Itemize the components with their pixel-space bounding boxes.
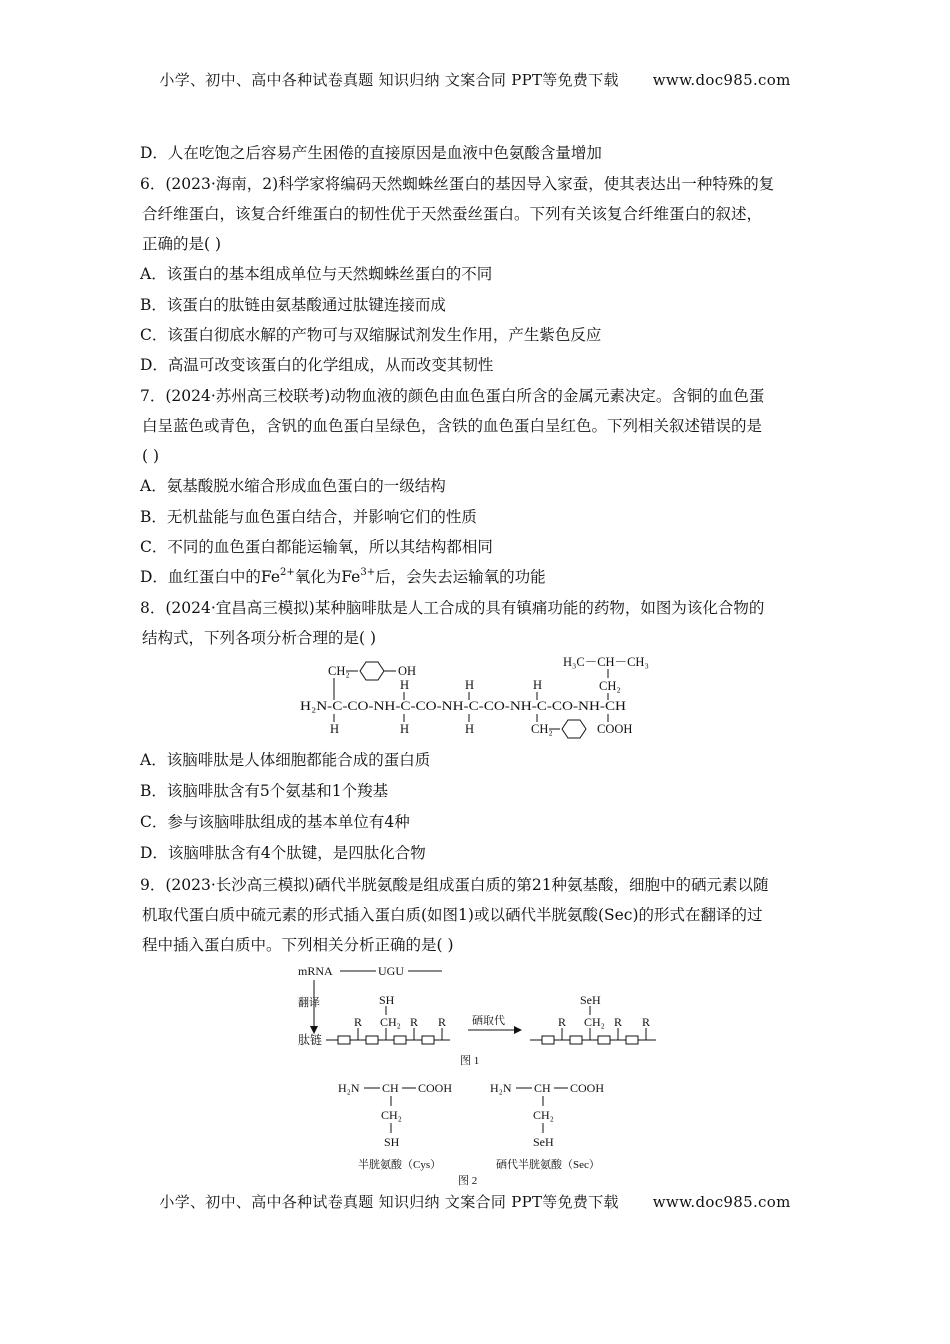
formula-ch2-tyrosine: CH₂ bbox=[328, 664, 350, 678]
fig2-cys-sh: SH bbox=[384, 1135, 400, 1149]
fig2-sec-ch2: CH₂ bbox=[533, 1108, 554, 1122]
q7-option-c: C．不同的血色蛋白都能运输氧，所以其结构都相同 bbox=[140, 538, 493, 556]
q9-stem-line1: 9．(2023·长沙高三模拟)硒代半胱氨酸是组成蛋白质的第21种氨基酸，细胞中的硒元素以随 bbox=[140, 876, 769, 894]
benzene-ring-icon bbox=[562, 720, 586, 738]
fig1-r-5: R bbox=[614, 1015, 623, 1029]
header-url[interactable]: www.doc985.com bbox=[652, 71, 791, 89]
fig1-chain-label: 肽链 bbox=[298, 1033, 323, 1047]
formula-h-bottom-2: H bbox=[400, 722, 410, 736]
benzene-ring-icon bbox=[360, 662, 384, 680]
formula-oh: OH bbox=[398, 664, 417, 678]
fig2-caption: 图 2 bbox=[458, 1175, 478, 1187]
fig1-caption: 图 1 bbox=[460, 1055, 480, 1067]
q6-option-c: C．该蛋白彻底水解的产物可与双缩脲试剂发生作用，产生紫色反应 bbox=[140, 326, 602, 344]
q5-option-d: D．人在吃饱之后容易产生困倦的直接原因是血液中色氨酸含量增加 bbox=[140, 144, 602, 162]
footer-text: 小学、初中、高中各种试卷真题 知识归纳 文案合同 PPT等免费下载 bbox=[159, 1193, 619, 1211]
q7-d-sup2: 3+ bbox=[360, 567, 376, 578]
formula-backbone: H₂N-C-CO-NH-C-CO-NH-C-CO-NH-C-CO-NH-CH bbox=[300, 699, 626, 713]
q6-option-d: D．高温可改变该蛋白的化学组成，从而改变其韧性 bbox=[140, 356, 494, 374]
fig1-r-2: R bbox=[410, 1015, 419, 1029]
fig2-cys-cooh: COOH bbox=[418, 1081, 453, 1095]
q6-stem-line2: 合纤维蛋白，该复合纤维蛋白的韧性优于天然蚕丝蛋白。下列有关该复合纤维蛋白的叙述， bbox=[142, 205, 763, 223]
enkephalin-structure-formula bbox=[290, 652, 680, 740]
formula-cooh: COOH bbox=[597, 722, 633, 736]
q8-option-a: A．该脑啡肽是人体细胞都能合成的蛋白质 bbox=[140, 751, 431, 769]
formula-h-bottom-3: H bbox=[465, 722, 475, 736]
fig2-sec-seh: SeH bbox=[533, 1135, 554, 1149]
q8-option-b: B．该脑啡肽含有5个氨基和1个羧基 bbox=[140, 782, 389, 800]
fig2-cys-label: 半胱氨酸（Cys） bbox=[358, 1159, 442, 1171]
fig1-mrna-label: mRNA bbox=[298, 964, 333, 978]
fig2-cys-ch: CH bbox=[382, 1081, 399, 1095]
q7-stem-line2: 白呈蓝色或青色，含钒的血色蛋白呈绿色，含铁的血色蛋白呈红色。下列相关叙述错误的是 bbox=[142, 417, 763, 435]
q7-stem-line1: 7．(2024·苏州高三校联考)动物血液的颜色由血色蛋白所含的金属元素决定。含铜的血色蛋 bbox=[140, 387, 765, 405]
fig2-sec-cooh: COOH bbox=[570, 1081, 605, 1095]
q7-d-sup1: 2+ bbox=[280, 567, 295, 578]
fig1-sh-left: SH bbox=[379, 993, 395, 1007]
fig1-ch2-right: CH₂ bbox=[584, 1015, 605, 1029]
page-footer bbox=[0, 1191, 950, 1212]
fig2-sec-h2n: H₂N bbox=[490, 1081, 512, 1095]
formula-ch2-phenylalanine: CH₂ bbox=[531, 722, 553, 736]
q8-stem-line2: 结构式，下列各项分析合理的是( ) bbox=[142, 629, 377, 647]
page-header bbox=[0, 69, 950, 90]
fig1-r-4: R bbox=[558, 1015, 567, 1029]
q7-d-text2: 氧化为Fe bbox=[294, 568, 361, 586]
fig1-codon-label: UGU bbox=[378, 964, 404, 978]
header-text: 小学、初中、高中各种试卷真题 知识归纳 文案合同 PPT等免费下载 bbox=[159, 71, 619, 89]
footer-url[interactable]: www.doc985.com bbox=[652, 1193, 791, 1211]
q7-option-d bbox=[140, 567, 546, 587]
q8-option-c: C．参与该脑啡肽组成的基本单位有4种 bbox=[140, 813, 410, 831]
fig2-sec-ch: CH bbox=[534, 1081, 551, 1095]
q6-stem-line3: 正确的是( ) bbox=[142, 235, 222, 253]
q9-stem-line2: 机取代蛋白质中硫元素的形式插入蛋白质(如图1)或以硒代半胱氨酸(Sec)的形式在翻译的过 bbox=[142, 906, 763, 924]
q7-option-a: A．氨基酸脱水缩合形成血色蛋白的一级结构 bbox=[140, 477, 446, 495]
fig1-r-3: R bbox=[438, 1015, 447, 1029]
q8-option-d: D．该脑啡肽含有4个肽键，是四肽化合物 bbox=[140, 844, 426, 862]
q6-stem-line1: 6．(2023·海南，2)科学家将编码天然蜘蛛丝蛋白的基因导入家蚕，使其表达出一种特殊的复 bbox=[140, 175, 775, 193]
fig1-r-1: R bbox=[354, 1015, 363, 1029]
fig1-translate-label: 翻译 bbox=[298, 997, 320, 1009]
figure-1-selenium-substitution bbox=[290, 960, 670, 1072]
q7-option-b: B．无机盐能与血色蛋白结合，并影响它们的性质 bbox=[140, 508, 477, 526]
fig1-ch2-left: CH₂ bbox=[380, 1015, 401, 1029]
fig2-sec-label: 硒代半胱氨酸（Sec） bbox=[496, 1159, 600, 1171]
right-arrow-icon bbox=[514, 1026, 522, 1034]
fig1-seh-right: SeH bbox=[580, 993, 601, 1007]
figure-2-cys-sec bbox=[330, 1074, 630, 1188]
formula-h-top-4: H bbox=[533, 678, 543, 692]
q6-option-b: B．该蛋白的肽链由氨基酸通过肽键连接而成 bbox=[140, 296, 446, 314]
q7-d-text1: D．血红蛋白中的Fe bbox=[140, 568, 281, 586]
formula-h-top-3: H bbox=[465, 678, 475, 692]
q9-stem-line3: 程中插入蛋白质中。下列相关分析正确的是( ) bbox=[142, 936, 454, 954]
fig2-cys-ch2: CH₂ bbox=[381, 1108, 402, 1122]
formula-isobutyl-top: H₃C－CH－CH₃ bbox=[563, 655, 649, 669]
fig1-replace-label: 硒取代 bbox=[472, 1015, 505, 1027]
q6-option-a: A．该蛋白的基本组成单位与天然蜘蛛丝蛋白的不同 bbox=[140, 265, 493, 283]
q8-stem-line1: 8．(2024·宜昌高三模拟)某种脑啡肽是人工合成的具有镇痛功能的药物，如图为该化合物的 bbox=[140, 599, 765, 617]
fig1-r-6: R bbox=[642, 1015, 651, 1029]
formula-h-top-2: H bbox=[400, 678, 410, 692]
formula-h-bottom-1: H bbox=[330, 722, 340, 736]
q7-d-text3: 后，会失去运输氧的功能 bbox=[375, 568, 546, 586]
q7-stem-line3: ( ) bbox=[142, 447, 160, 465]
fig2-cys-h2n: H₂N bbox=[338, 1081, 360, 1095]
formula-ch2-leucine: CH₂ bbox=[599, 679, 621, 693]
